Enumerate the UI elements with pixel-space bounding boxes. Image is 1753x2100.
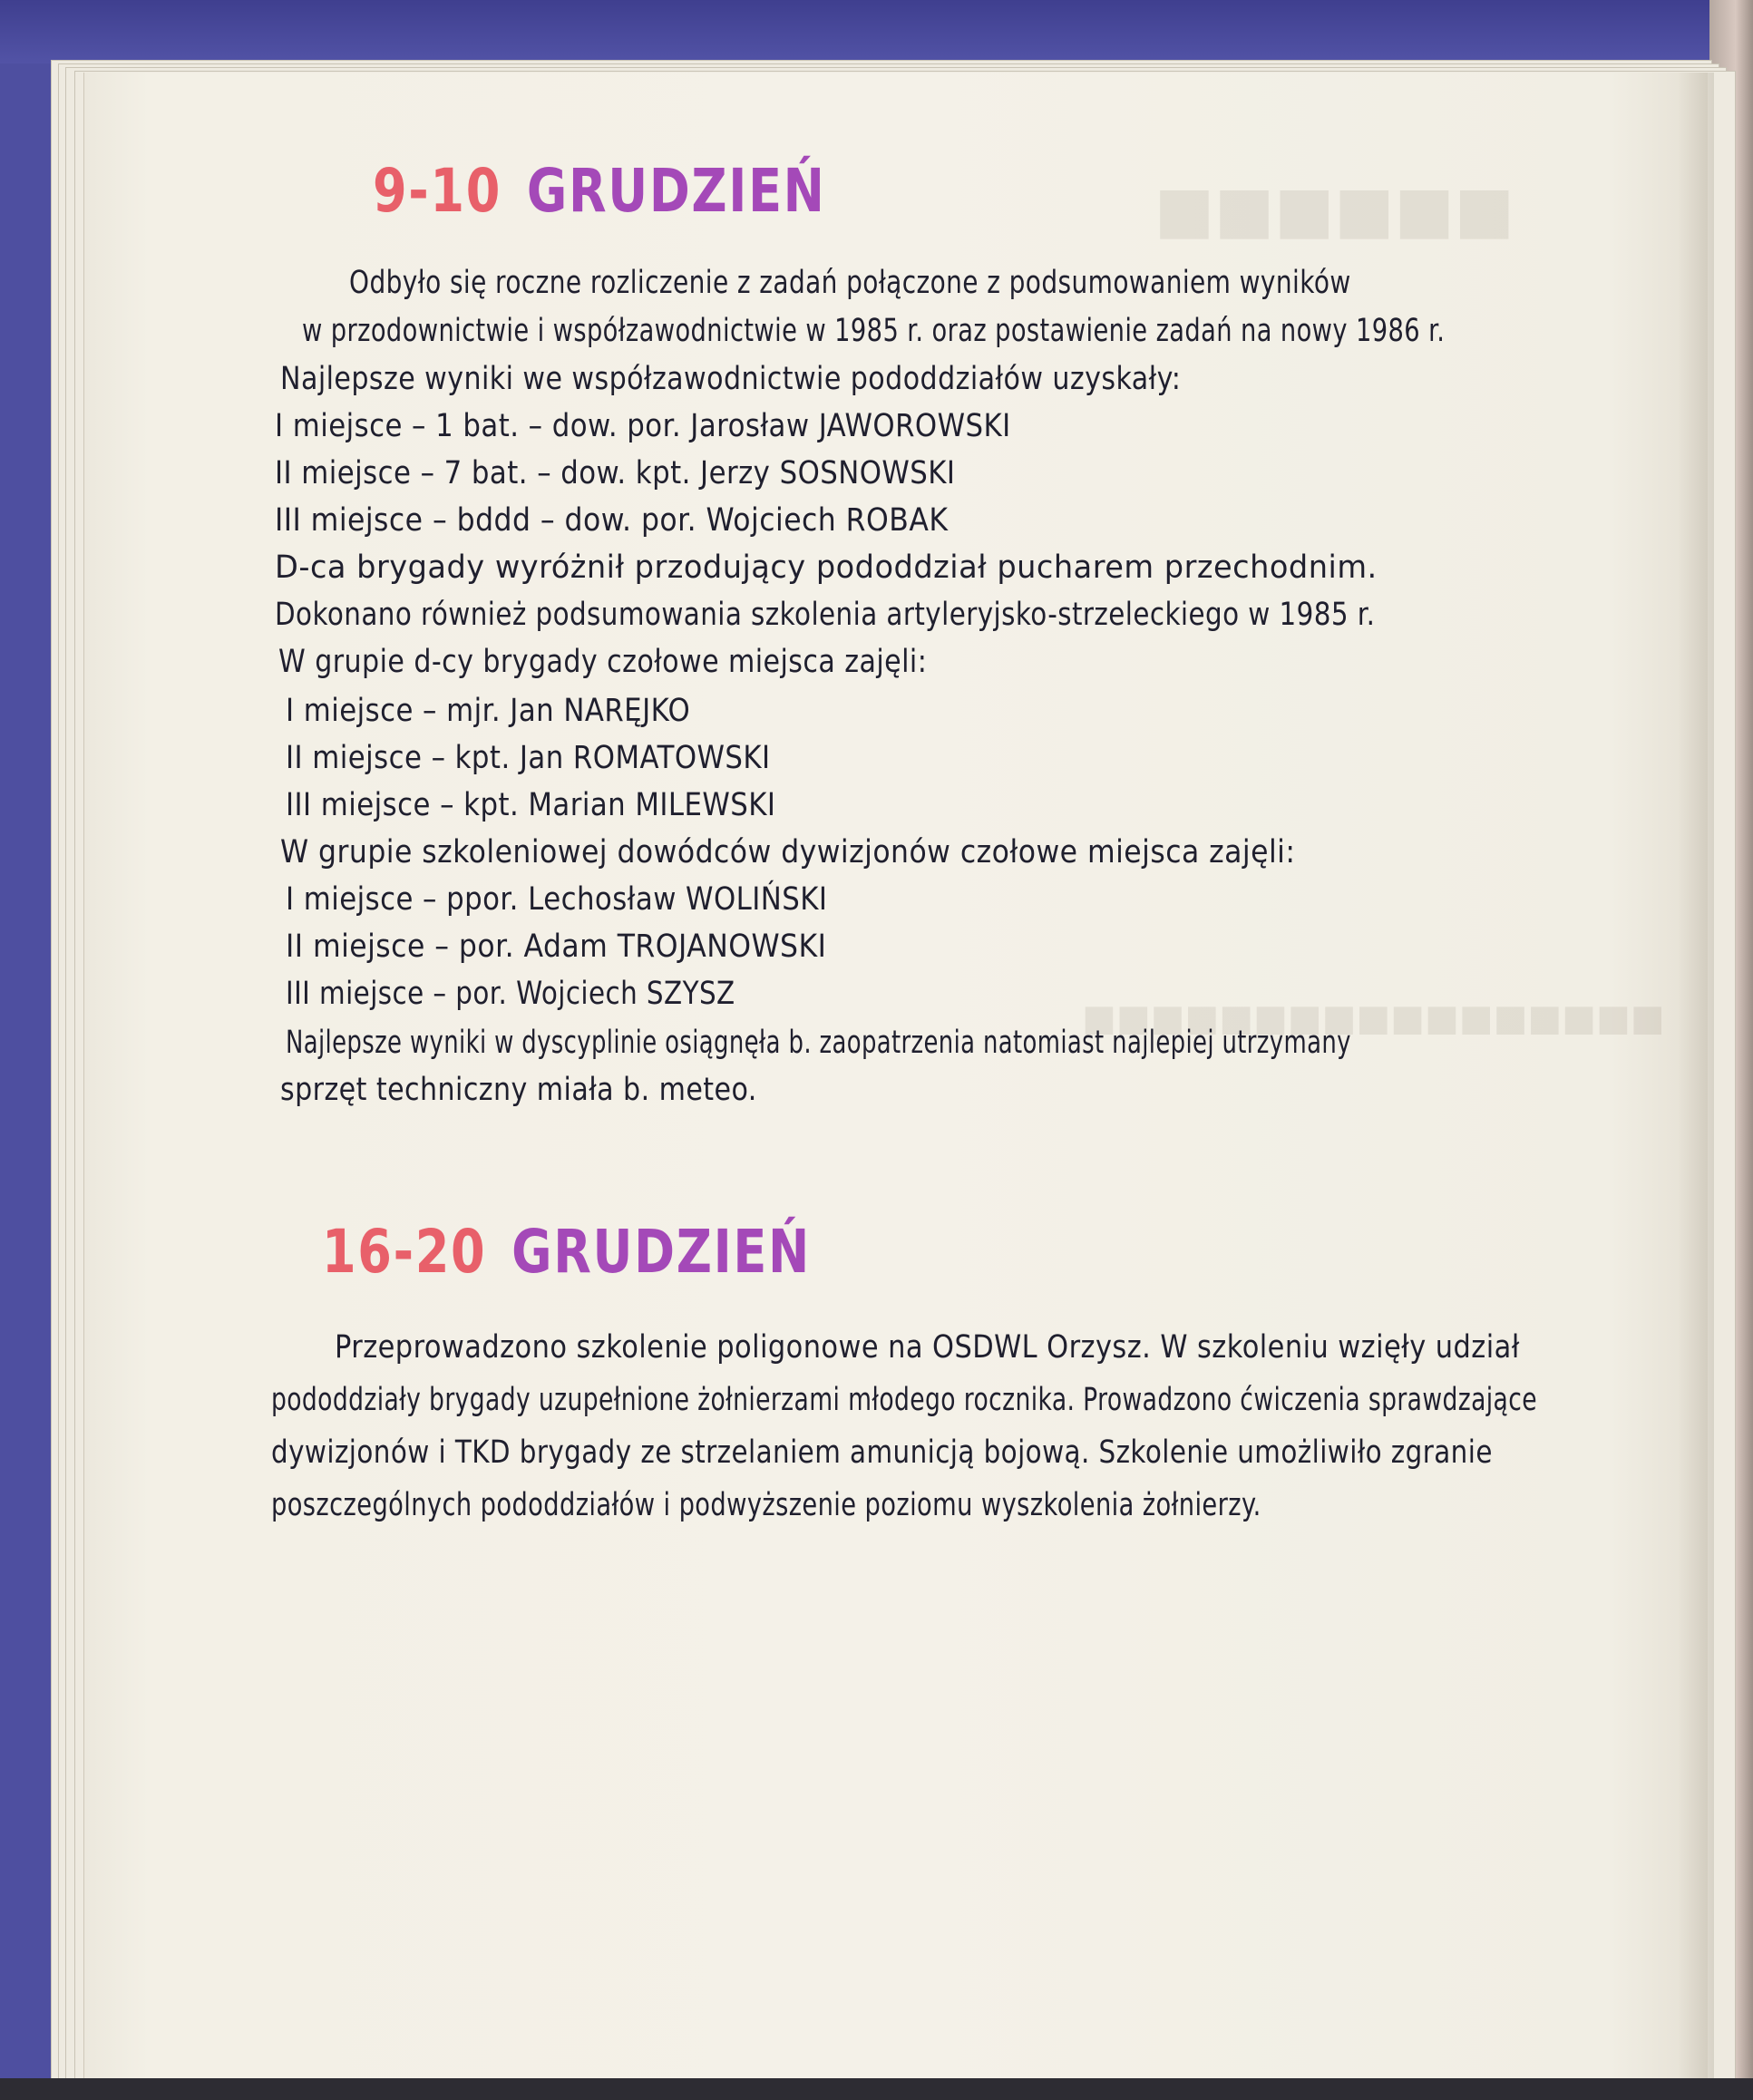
- heading-month: GRUDZIEŃ: [526, 156, 826, 226]
- heading-month: GRUDZIEŃ: [511, 1217, 811, 1287]
- bleed-through-marks: ■■■■■■■■■■■■■■■■■: [1082, 997, 1665, 1039]
- text-line: III miejsce – bddd – dow. por. Wojciech ROBAK: [275, 502, 949, 539]
- text-line: sprzęt techniczny miała b. meteo.: [280, 1072, 757, 1108]
- text-line: III miejsce – por. Wojciech SZYSZ: [286, 976, 735, 1012]
- text-line: D-ca brygady wyróżnił przodujący pododdział pucharem przechodnim.: [275, 549, 1378, 586]
- text-line: w przodownictwie i współzawodnictwie w 1985 r. oraz postawienie zadań na nowy 1986 r.: [302, 313, 1446, 349]
- text-line: W grupie d-cy brygady czołowe miejsca zajęli:: [278, 644, 928, 680]
- text-line: pododdziały brygady uzupełnione żołnierzami młodego rocznika. Prowadzono ćwiczenia sprawdzające: [271, 1382, 1537, 1418]
- text-line: Odbyło się roczne rozliczenie z zadań połączone z podsumowaniem wyników: [349, 265, 1351, 301]
- bleed-through-marks: ■■■■■■: [1154, 172, 1514, 247]
- text-line: II miejsce – 7 bat. – dow. kpt. Jerzy SOSNOWSKI: [275, 455, 956, 491]
- text-line: Przeprowadzono szkolenie poligonowe na OSDWL Orzysz. W szkoleniu wzięły udział: [335, 1329, 1520, 1366]
- binder-cover-top-edge: [0, 0, 1753, 63]
- text-line: Dokonano również podsumowania szkolenia artyleryjsko-strzeleckiego w 1985 r.: [275, 597, 1376, 633]
- text-line: I miejsce – 1 bat. – dow. por. Jarosław JAWOROWSKI: [275, 408, 1011, 444]
- text-line: II miejsce – por. Adam TROJANOWSKI: [286, 928, 827, 965]
- section-heading-1: [373, 156, 826, 226]
- document-page: [83, 73, 1708, 2080]
- page-bottom-edge: [0, 2078, 1753, 2100]
- heading-date: 9-10: [373, 156, 502, 226]
- heading-date: 16-20: [322, 1217, 487, 1287]
- text-line: I miejsce – ppor. Lechosław WOLIŃSKI: [286, 881, 828, 918]
- text-line: II miejsce – kpt. Jan ROMATOWSKI: [286, 740, 771, 776]
- text-line: W grupie szkoleniowej dowódców dywizjonów czołowe miejsca zajęli:: [280, 834, 1296, 870]
- text-line: dywizjonów i TKD brygady ze strzelaniem amunicją bojową. Szkolenie umożliwiło zgranie: [271, 1434, 1493, 1471]
- section-heading-2: [322, 1217, 811, 1287]
- text-line: I miejsce – mjr. Jan NARĘJKO: [286, 693, 691, 729]
- page-gutter-shadow: [1678, 73, 1714, 2080]
- text-line: Najlepsze wyniki w dyscyplinie osiągnęła b. zaopatrzenia natomiast najlepiej utrzymany: [286, 1025, 1351, 1061]
- text-line: poszczególnych pododdziałów i podwyższenie poziomu wyszkolenia żołnierzy.: [271, 1487, 1261, 1523]
- text-line: III miejsce – kpt. Marian MILEWSKI: [286, 787, 776, 823]
- text-line: Najlepsze wyniki we współzawodnictwie pododdziałów uzyskały:: [280, 361, 1182, 397]
